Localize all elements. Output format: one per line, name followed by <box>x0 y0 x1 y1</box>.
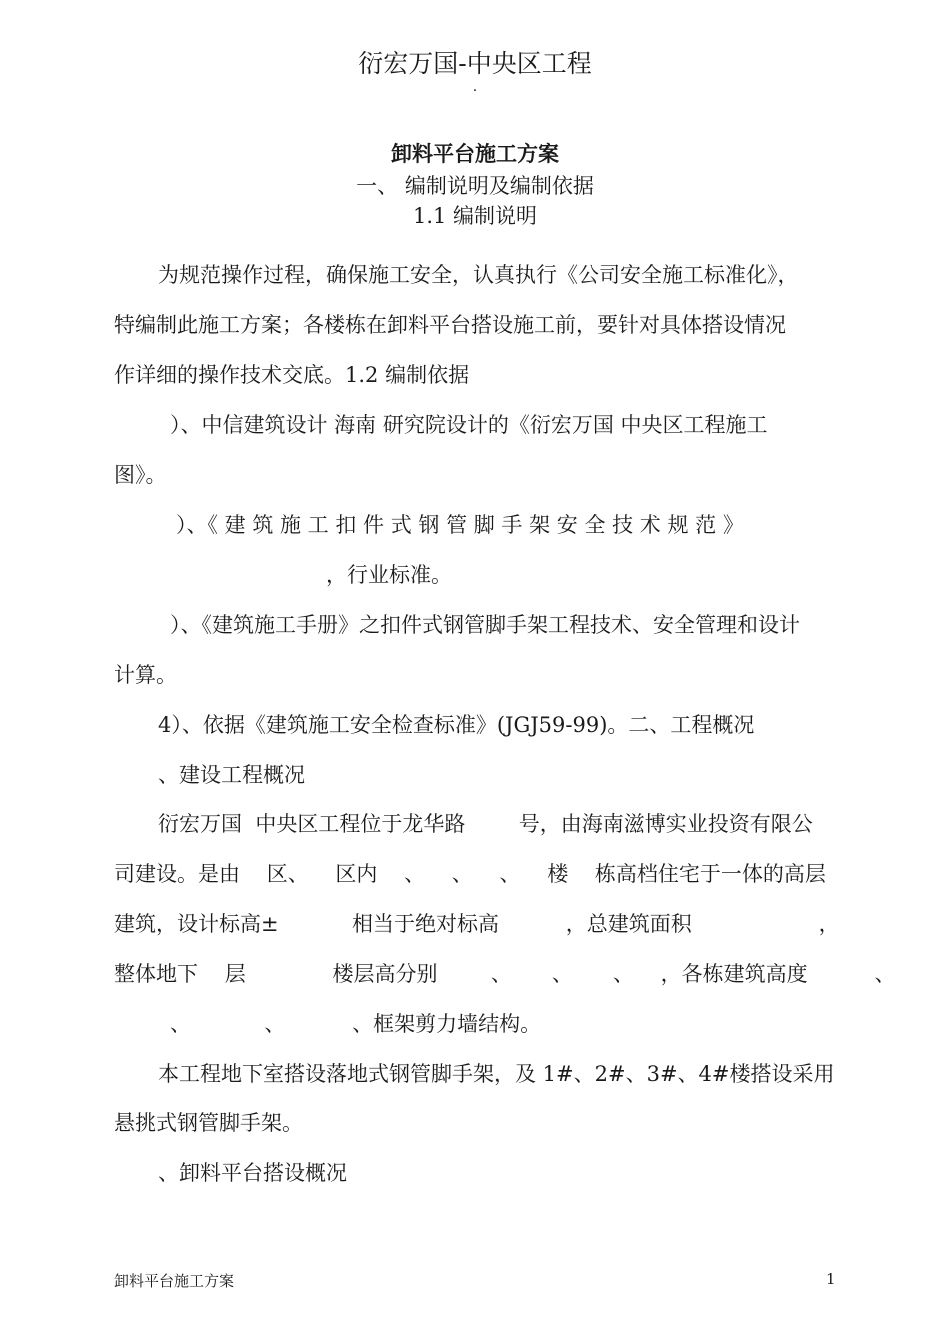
paragraph-line: ，行业标准。 <box>326 563 452 587</box>
paragraph-line: 为规范操作过程，确保施工安全，认真执行《公司安全施工标准化》， <box>158 263 799 287</box>
paragraph-line: 整体地下 层 楼层高分别 、 、 、 ，各栋建筑高度 、 <box>114 962 896 986</box>
paragraph-line: ）、《建筑施工手册》之扣件式钢管脚手架工程技术、安全管理和设计 <box>170 613 800 637</box>
paragraph-line: 4）、依据《建筑施工安全检查标准》(JGJ59-99)。二、工程概况 <box>158 713 755 737</box>
paragraph-line: 图》。 <box>114 463 167 487</box>
paragraph-line: 衍宏万国 中央区工程位于龙华路 号，由海南滋博实业投资有限公 <box>158 812 813 836</box>
paragraph-line: 悬挑式钢管脚手架。 <box>114 1111 303 1135</box>
paragraph-line: 作详细的操作技术交底。1.2 编制依据 <box>114 363 470 387</box>
footer-title: 卸料平台施工方案 <box>114 1272 235 1290</box>
paragraph-line: 计算。 <box>114 663 177 687</box>
paragraph-line: 本工程地下室搭设落地式钢管脚手架，及 1#、2#、3#、4#楼搭设采用 <box>158 1062 835 1086</box>
paragraph-line: 、 、 、框架剪力墙结构。 <box>170 1012 542 1036</box>
paragraph-line: 特编制此施工方案；各楼栋在卸料平台搭设施工前，要针对具体搭设情况 <box>114 313 786 337</box>
header-title: 衍宏万国-中央区工程 <box>358 49 592 78</box>
document-title: 卸料平台施工方案 <box>391 141 559 166</box>
paragraph-line: 建筑，设计标高± 相当于绝对标高 ，总建筑面积 ， <box>114 912 840 936</box>
paragraph-line: 、建设工程概况 <box>158 763 305 787</box>
page-number: 1 <box>826 1270 836 1288</box>
paragraph-line: ）、中信建筑设计 海南 研究院设计的《衍宏万国 中央区工程施工 <box>170 413 768 437</box>
header-dot: · <box>472 83 478 99</box>
subsection-heading: 1.1 编制说明 <box>412 204 538 228</box>
section-heading: 一、 编制说明及编制依据 <box>356 174 594 198</box>
paragraph-line: ）、《 建 筑 施 工 扣 件 式 钢 管 脚 手 架 安 全 技 术 规 范 》 <box>176 513 744 537</box>
paragraph-line: 司建设。是由 区、 区内 、 、 、 楼 栋高档住宅于一体的高层 <box>114 862 826 886</box>
paragraph-line: 、卸料平台搭设概况 <box>158 1161 347 1185</box>
